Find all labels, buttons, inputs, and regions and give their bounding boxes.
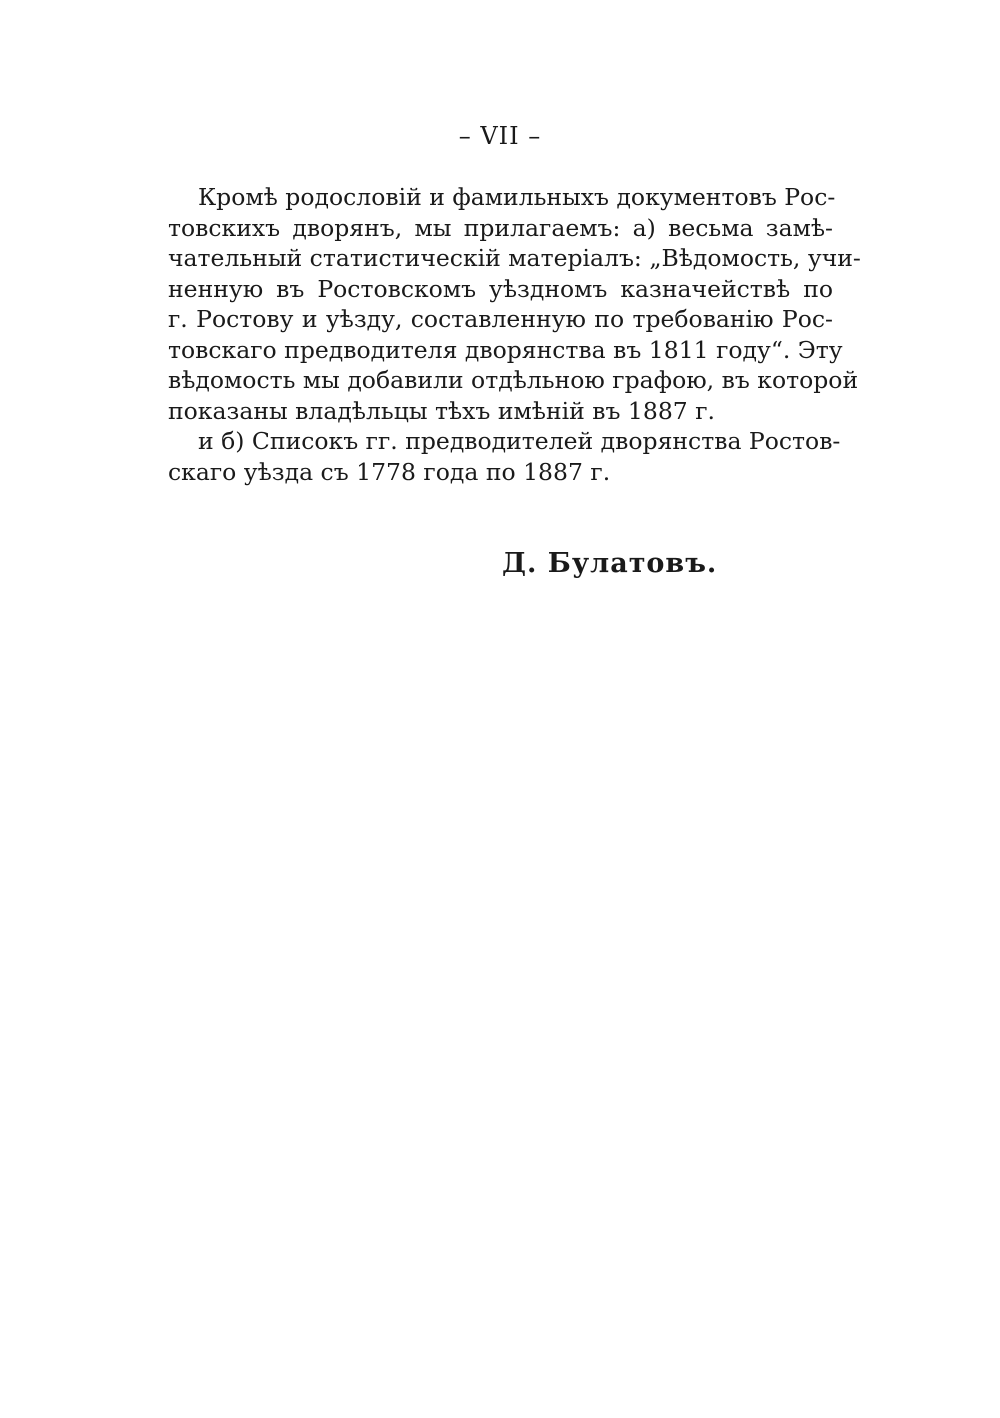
- text-line: вѣдомость мы добавили отдѣльною графою, въ которой: [168, 366, 859, 394]
- text-line: показаны владѣльцы тѣхъ имѣній въ 1887 г.: [168, 396, 715, 425]
- paragraph-2: [168, 426, 841, 487]
- paragraph-1: [168, 182, 861, 426]
- page-number: – VII –: [458, 122, 542, 150]
- text-line: скаго уѣзда съ 1778 года по 1887 г.: [168, 457, 611, 486]
- text-line: ненную въ Ростовскомъ уѣздномъ казначействѣ по: [168, 274, 833, 303]
- text-line: чательный статистическій матеріалъ: „Вѣдомость, учи-: [168, 244, 861, 272]
- text-line: товскихъ дворянъ, мы прилагаемъ: а) весьма замѣ-: [168, 213, 833, 242]
- text-line: и б) Списокъ гг. предводителей дворянства Ростов-: [198, 427, 841, 455]
- text-line: г. Ростову и уѣзду, составленную по требованію Рос-: [168, 305, 833, 333]
- text-line: товскаго предводителя дворянства въ 1811 году“. Эту: [168, 335, 843, 364]
- text-line: Кромѣ родословій и фамильныхъ документовъ Рос-: [198, 183, 836, 211]
- author-signature: Д. Булатовъ.: [502, 548, 718, 579]
- body-text: [168, 182, 861, 487]
